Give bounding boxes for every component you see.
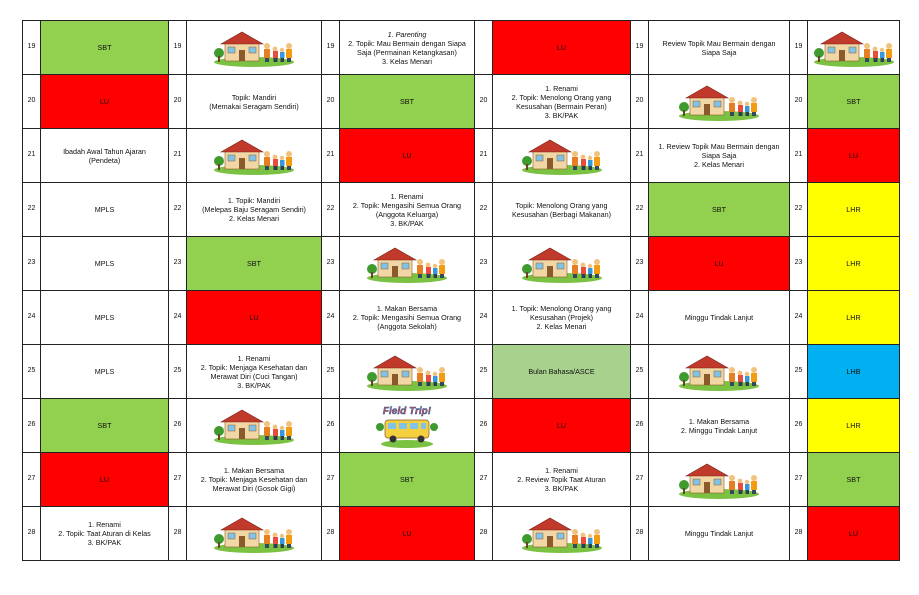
date-number: 24: [23, 291, 41, 345]
schedule-text-line: 1. Parenting: [387, 29, 427, 39]
date-number: 26: [475, 399, 493, 453]
schedule-text-line: LHR: [846, 313, 861, 322]
schedule-cell: [649, 291, 790, 345]
schedule-cell: [808, 75, 900, 129]
date-number: 26: [790, 399, 808, 453]
schedule-text-line: 3. BK/PAK: [544, 484, 579, 493]
schedule-cell: [340, 75, 475, 129]
schedule-text-line: MPLS: [94, 313, 115, 322]
date-number: 20: [322, 75, 340, 129]
date-number: 27: [475, 453, 493, 507]
schedule-text-line: SBT: [846, 475, 861, 484]
date-number: 22: [631, 183, 649, 237]
schedule-text-line: Topik: Mandiri: [231, 92, 277, 102]
schedule-cell: [187, 75, 322, 129]
schedule-cell: [340, 345, 475, 399]
schedule-text-line: LU: [249, 313, 259, 322]
schedule-text-line: 2. Topik: Mengasihi Semua Orang: [352, 313, 462, 322]
schedule-cell: [41, 75, 169, 129]
schedule-cell: [187, 507, 322, 561]
schedule-text-line: Siapa Saja: [701, 47, 737, 57]
schedule-text-line: 1. Review Topik Mau Bermain dengan: [658, 142, 780, 151]
schedule-text-line: LU: [99, 475, 110, 484]
date-number: 25: [322, 345, 340, 399]
table-row: [23, 345, 900, 399]
schedule-cell: [41, 237, 169, 291]
house-family-illustration: [678, 83, 760, 121]
schedule-text-line: 1. Renami: [88, 520, 121, 529]
schedule-cell: [187, 21, 322, 75]
table-row: [23, 507, 900, 561]
schedule-text-line: 1. Renami: [390, 191, 424, 201]
schedule-text-line: LHB: [846, 367, 861, 376]
house-family-illustration: [521, 515, 603, 553]
schedule-text-line: LU: [714, 259, 724, 268]
date-number: 26: [322, 399, 340, 453]
schedule-text-line: Merawat Diri (Cuci Tangan): [210, 371, 298, 381]
table-row: [23, 21, 900, 75]
schedule-cell: [808, 345, 900, 399]
house-family-illustration: [213, 29, 295, 67]
date-number: 21: [23, 129, 41, 183]
schedule-text-line: 2. Kelas Menari: [229, 214, 279, 223]
schedule-text-line: LU: [848, 151, 859, 160]
schedule-text-line: SBT: [247, 259, 261, 268]
date-number: 28: [475, 507, 493, 561]
schedule-cell: [187, 129, 322, 183]
schedule-text-line: Kesusahan (Berbagi Makanan): [511, 209, 612, 219]
date-number: 23: [475, 237, 493, 291]
date-number: 20: [790, 75, 808, 129]
schedule-text-line: (Memakai Seragam Sendiri): [209, 101, 299, 111]
house-family-illustration: [366, 245, 448, 283]
schedule-cell: [340, 507, 475, 561]
schedule-cell: [649, 21, 790, 75]
schedule-cell: [41, 345, 169, 399]
house-family-illustration: [213, 515, 295, 553]
schedule-text-line: 3. BK/PAK: [390, 218, 424, 228]
schedule-cell: [493, 183, 631, 237]
house-family-illustration: [813, 29, 895, 67]
schedule-cell: [340, 21, 475, 75]
schedule-text-line: 2. Topik: Menjaga Kesehatan dan: [200, 475, 308, 484]
schedule-cell: [808, 399, 900, 453]
date-number: 28: [631, 507, 649, 561]
schedule-text-line: LU: [99, 97, 110, 106]
schedule-text-line: LU: [848, 529, 859, 538]
schedule-cell: [493, 399, 631, 453]
date-number: 28: [169, 507, 187, 561]
date-number: 27: [790, 453, 808, 507]
schedule-text-line: Minggu Tindak Lanjut: [684, 529, 754, 538]
date-number: 22: [790, 183, 808, 237]
schedule-text-line: LHR: [846, 205, 861, 214]
svg-text:Field Trip!: Field Trip!: [382, 405, 432, 417]
date-number: 20: [23, 75, 41, 129]
schedule-cell: [41, 507, 169, 561]
date-number: 22: [169, 183, 187, 237]
date-number: 22: [475, 183, 493, 237]
schedule-cell: [187, 399, 322, 453]
schedule-text-line: 3. Kelas Menari: [382, 56, 432, 66]
date-number: 28: [790, 507, 808, 561]
date-number: 23: [169, 237, 187, 291]
schedule-text-line: (Anggota Keluarga): [375, 209, 439, 219]
date-number: 26: [631, 399, 649, 453]
schedule-cell: [187, 237, 322, 291]
schedule-text-line: LU: [556, 43, 567, 52]
schedule-text-line: LU: [402, 529, 412, 538]
schedule-text-line: Bulan Bahasa/ASCE: [528, 367, 595, 376]
schedule-text-line: LU: [556, 421, 567, 430]
schedule-cell: [493, 75, 631, 129]
date-number: 21: [322, 129, 340, 183]
schedule-cell: [340, 129, 475, 183]
date-number: 19: [322, 21, 340, 75]
schedule-cell: [649, 399, 790, 453]
schedule-text-line: SBT: [97, 43, 112, 52]
schedule-text-line: (Anggota Sekolah): [377, 322, 437, 331]
schedule-text-line: 1. Makan Bersama: [376, 304, 438, 313]
date-number: 21: [169, 129, 187, 183]
date-number: 28: [322, 507, 340, 561]
schedule-cell: [808, 183, 900, 237]
date-number: 25: [23, 345, 41, 399]
schedule-cell: [340, 453, 475, 507]
schedule-text-line: Topik: Menolong Orang yang: [515, 200, 608, 210]
schedule-text-line: SBT: [400, 475, 414, 484]
date-number: 23: [790, 237, 808, 291]
schedule-cell: [649, 75, 790, 129]
schedule-cell: [493, 291, 631, 345]
schedule-cell: [808, 291, 900, 345]
schedule-text-line: SBT: [400, 97, 414, 106]
schedule-cell: [187, 291, 322, 345]
schedule-text-line: 3. BK/PAK: [87, 538, 122, 547]
schedule-cell: [340, 291, 475, 345]
schedule-text-line: 1. Renami: [545, 83, 578, 93]
schedule-text-line: 3. BK/PAK: [544, 110, 579, 120]
schedule-text-line: 2. Topik: Mengasihi Semua Orang: [352, 200, 462, 210]
house-family-illustration: [678, 461, 760, 499]
schedule-text-line: Minggu Tindak Lanjut: [684, 313, 754, 322]
schedule-text-line: 1. Renami: [237, 353, 271, 363]
schedule-text-line: MPLS: [94, 259, 115, 268]
schedule-cell: [649, 507, 790, 561]
schedule-text-line: 2. Kelas Menari: [536, 322, 587, 331]
schedule-text-line: Ibadah Awal Tahun Ajaran: [63, 146, 146, 156]
schedule-text-line: LHR: [846, 421, 861, 430]
schedule-cell: [649, 453, 790, 507]
calendar-table: [22, 20, 900, 561]
date-number: 22: [23, 183, 41, 237]
house-family-illustration: [521, 137, 603, 175]
schedule-text-line: Kesusahan (Bermain Peran): [516, 101, 607, 111]
schedule-text-line: 2. Topik: Taat Aturan di Kelas: [58, 529, 151, 538]
date-number: 19: [23, 21, 41, 75]
schedule-cell: [187, 345, 322, 399]
schedule-cell: [808, 21, 900, 75]
schedule-cell: [187, 183, 322, 237]
schedule-cell: [41, 453, 169, 507]
table-row: [23, 237, 900, 291]
schedule-text-line: LU: [402, 151, 412, 160]
table-row: [23, 129, 900, 183]
schedule-cell: [41, 399, 169, 453]
field-trip-illustration: [376, 403, 438, 449]
date-number: 23: [23, 237, 41, 291]
schedule-text-line: SBT: [97, 421, 112, 430]
date-number: 27: [631, 453, 649, 507]
date-number: 25: [790, 345, 808, 399]
schedule-text-line: 1. Makan Bersama: [223, 466, 285, 475]
schedule-cell: [340, 399, 475, 453]
schedule-text-line: (Melepas Baju Seragam Sendiri): [202, 205, 306, 214]
date-number: 24: [169, 291, 187, 345]
schedule-cell: [649, 345, 790, 399]
schedule-cell: [340, 183, 475, 237]
date-number: 22: [322, 183, 340, 237]
schedule-cell: [41, 183, 169, 237]
schedule-cell: [493, 129, 631, 183]
schedule-text-line: 2. Topik: Mau Bermain dengan Siapa: [348, 38, 466, 48]
schedule-cell: [493, 345, 631, 399]
schedule-text-line: 2. Review Topik Taat Aturan: [517, 475, 606, 484]
schedule-text-line: MPLS: [94, 205, 115, 214]
date-number: 19: [169, 21, 187, 75]
schedule-cell: [649, 237, 790, 291]
date-number: 27: [322, 453, 340, 507]
date-number: 23: [631, 237, 649, 291]
schedule-cell: [808, 507, 900, 561]
schedule-text-line: 1. Renami: [545, 466, 578, 475]
schedule-text-line: Kesusahan (Projek): [529, 313, 594, 322]
schedule-cell: [41, 291, 169, 345]
date-number: 20: [631, 75, 649, 129]
schedule-cell: [808, 129, 900, 183]
schedule-text-line: MPLS: [94, 367, 115, 376]
date-number: 20: [475, 75, 493, 129]
date-number: 19: [790, 21, 808, 75]
schedule-text-line: 1. Topik: Mandiri: [227, 196, 281, 205]
schedule-cell: [493, 453, 631, 507]
schedule-text-line: Merawat Diri (Gosok Gigi): [212, 484, 296, 493]
table-row: [23, 291, 900, 345]
schedule-cell: [808, 237, 900, 291]
date-number: 19: [631, 21, 649, 75]
schedule-text-line: 2. Topik: Menolong Orang yang: [511, 92, 612, 102]
date-number: 21: [790, 129, 808, 183]
date-number: 20: [169, 75, 187, 129]
schedule-cell: [187, 453, 322, 507]
schedule-cell: [41, 129, 169, 183]
house-family-illustration: [521, 245, 603, 283]
schedule-cell: [340, 237, 475, 291]
date-number: 28: [23, 507, 41, 561]
schedule-text-line: 2. Minggu Tindak Lanjut: [680, 425, 758, 435]
schedule-cell: [808, 453, 900, 507]
schedule-text-line: Saja (Permainan Ketangkasan): [357, 47, 457, 57]
schedule-text-line: Review Topik Mau Bermain dengan: [662, 38, 776, 48]
date-number: [475, 21, 493, 75]
schedule-text-line: LHR: [846, 259, 861, 268]
schedule-text-line: SBT: [712, 205, 726, 214]
date-number: 21: [475, 129, 493, 183]
table-row: [23, 453, 900, 507]
date-number: 24: [790, 291, 808, 345]
schedule-text-line: 2. Topik: Menjaga Kesehatan dan: [200, 362, 308, 372]
date-number: 27: [23, 453, 41, 507]
house-family-illustration: [213, 407, 295, 445]
schedule-text-line: 3. BK/PAK: [237, 380, 271, 390]
date-number: 24: [322, 291, 340, 345]
house-family-illustration: [213, 137, 295, 175]
schedule-text-line: 2. Kelas Menari: [694, 160, 744, 169]
schedule-cell: [41, 21, 169, 75]
date-number: 25: [631, 345, 649, 399]
schedule-cell: [493, 21, 631, 75]
date-number: 26: [23, 399, 41, 453]
date-number: 21: [631, 129, 649, 183]
schedule-cell: [493, 507, 631, 561]
table-row: [23, 183, 900, 237]
schedule-text-line: 1. Makan Bersama: [688, 416, 750, 426]
house-family-illustration: [678, 353, 760, 391]
schedule-cell: [493, 237, 631, 291]
schedule-cell: [649, 183, 790, 237]
date-number: 25: [169, 345, 187, 399]
schedule-cell: [649, 129, 790, 183]
date-number: 23: [322, 237, 340, 291]
table-row: [23, 75, 900, 129]
date-number: 24: [631, 291, 649, 345]
house-family-illustration: [366, 353, 448, 391]
schedule-text-line: 1. Topik: Menolong Orang yang: [511, 304, 612, 313]
table-row: [23, 399, 900, 453]
date-number: 26: [169, 399, 187, 453]
schedule-text-line: (Pendeta): [88, 155, 121, 165]
date-number: 25: [475, 345, 493, 399]
schedule-text-line: SBT: [846, 97, 861, 106]
date-number: 24: [475, 291, 493, 345]
schedule-text-line: Siapa Saja: [701, 151, 737, 160]
date-number: 27: [169, 453, 187, 507]
